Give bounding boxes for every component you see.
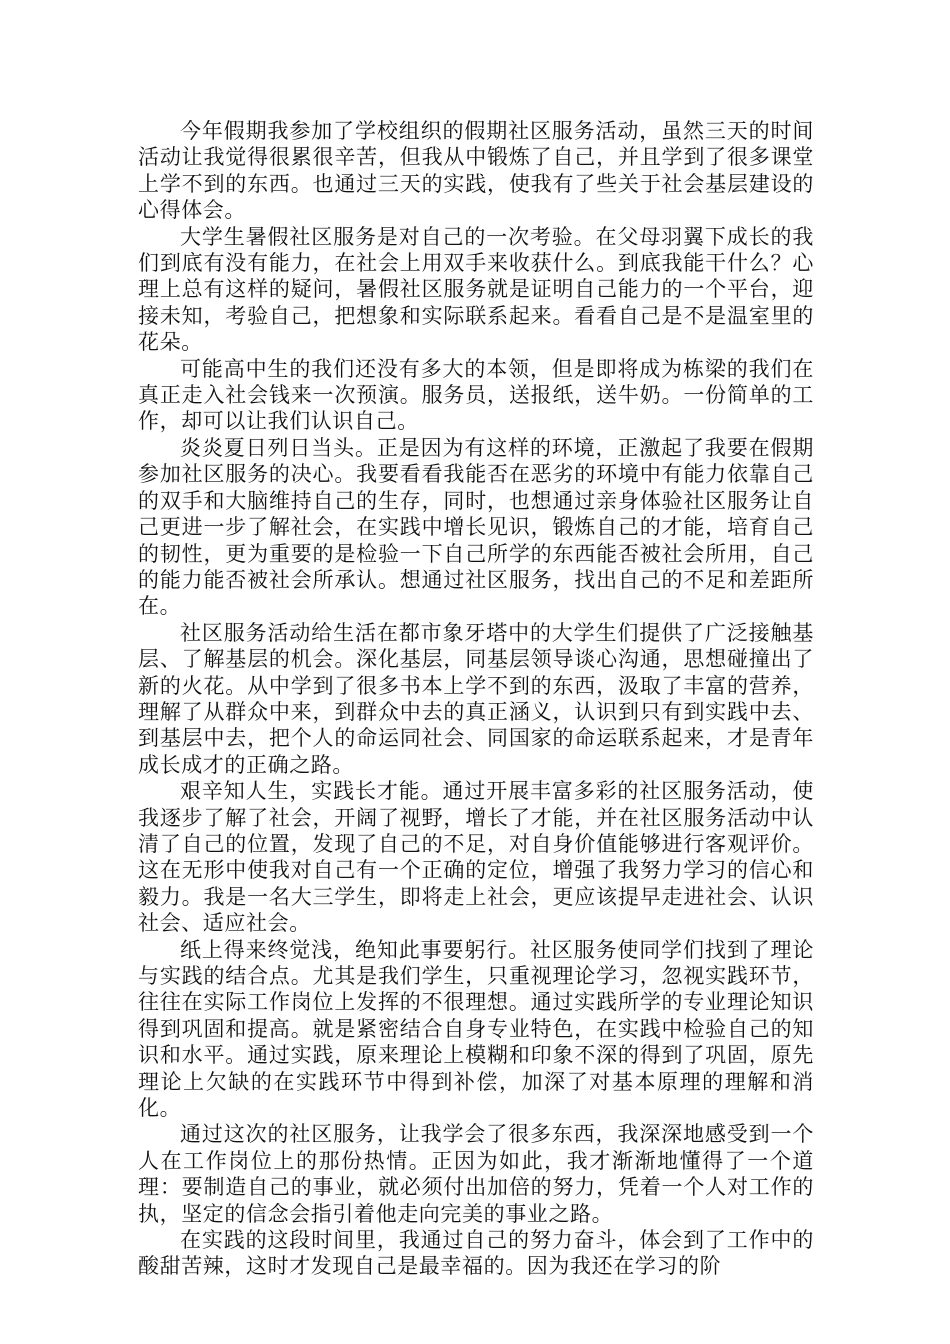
paragraph-6: 艰辛知人生，实践长才能。通过开展丰富多彩的社区服务活动，使我逐步了解了社会，开阔了视野，增长了才能，并在社区服务活动中认清了自己的位置，发现了自己的不足，对自身价值能够进行客观评价。这在无形中使我对自己有一个正确的定位，增强了我努力学习的信心和毅力。我是一名大三学生，即将走上社会，更应该提早走进社会、认识社会、适应社会。 [138,779,814,936]
paragraph-5: 社区服务活动给生活在都市象牙塔中的大学生们提供了广泛接触基层、了解基层的机会。深化基层，同基层领导谈心沟通，思想碰撞出了新的火花。从中学到了很多书本上学不到的东西，汲取了丰富的营养，理解了从群众中来，到群众中去的真正涵义，认识到只有到实践中去、到基层中去，把个人的命运同社会、同国家的命运联系起来，才是青年成长成才的正确之路。 [138,620,814,777]
paragraph-2: 大学生暑假社区服务是对自己的一次考验。在父母羽翼下成长的我们到底有没有能力，在社会上用双手来收获什么。到底我能干什么？心理上总有这样的疑问，暑假社区服务就是证明自己能力的一个平台，迎接未知，考验自己，把想象和实际联系起来。看看自己是不是温室里的花朵。 [138,224,814,355]
paragraph-8: 通过这次的社区服务，让我学会了很多东西，我深深地感受到一个人在工作岗位上的那份热情。正因为如此，我才渐渐地懂得了一个道理：要制造自己的事业，就必须付出加倍的努力，凭着一个人对工作的执，坚定的信念会指引着他走向完美的事业之路。 [138,1122,814,1226]
document-body [138,118,814,1280]
paragraph-3: 可能高中生的我们还没有多大的本领，但是即将成为栋梁的我们在真正走入社会钱来一次预演。服务员，送报纸，送牛奶。一份简单的工作，却可以让我们认识自己。 [138,356,814,434]
paragraph-7: 纸上得来终觉浅，绝知此事要躬行。社区服务使同学们找到了理论与实践的结合点。尤其是我们学生，只重视理论学习，忽视实践环节，往往在实际工作岗位上发挥的不很理想。通过实践所学的专业理论知识得到巩固和提高。就是紧密结合自身专业特色，在实践中检验自己的知识和水平。通过实践，原来理论上模糊和印象不深的得到了巩固，原先理论上欠缺的在实践环节中得到补偿，加深了对基本原理的理解和消化。 [138,937,814,1121]
paragraph-9: 在实践的这段时间里，我通过自己的努力奋斗，体会到了工作中的酸甜苦辣，这时才发现自己是最幸福的。因为我还在学习的阶 [138,1228,814,1279]
paragraph-1: 今年假期我参加了学校组织的假期社区服务活动，虽然三天的时间活动让我觉得很累很辛苦，但我从中锻炼了自己，并且学到了很多课堂上学不到的东西。也通过三天的实践，使我有了些关于社会基层建设的心得体会。 [138,119,814,223]
paragraph-4: 炎炎夏日列日当头。正是因为有这样的环境，正激起了我要在假期参加社区服务的决心。我要看看我能否在恶劣的环境中有能力依靠自己的双手和大脑维持自己的生存，同时，也想通过亲身体验社区服务让自己更进一步了解社会，在实践中增长见识，锻炼自己的才能，培育自己的韧性，更为重要的是检验一下自己所学的东西能否被社会所用，自己的能力能否被社会所承认。想通过社区服务，找出自己的不足和差距所在。 [138,435,814,619]
